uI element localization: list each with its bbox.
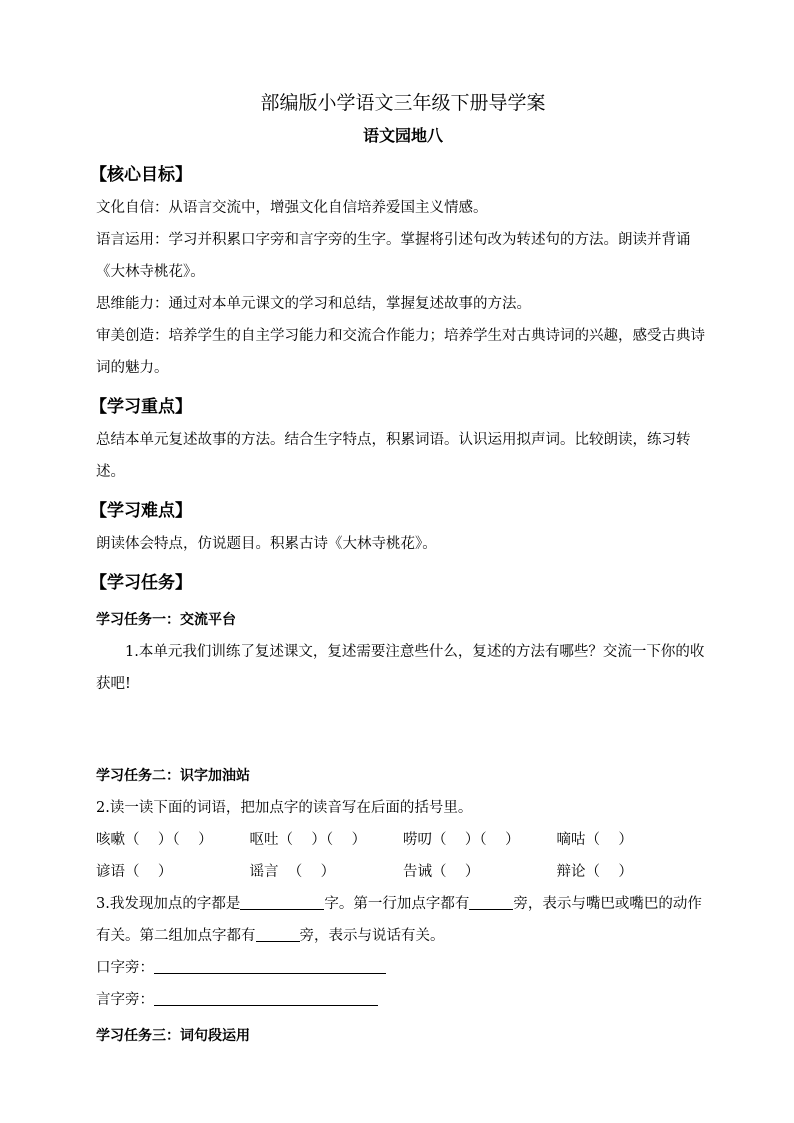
task2-question3 — [96, 888, 710, 952]
section-heading-difficulty: 【学习难点】 — [90, 501, 192, 521]
task2-question2: 2.读一读下面的词语，把加点字的读音写在后面的括号里。 — [96, 800, 473, 816]
word-item: 辩论（ ） — [556, 864, 633, 880]
q3-part-a: 3.我发现加点的字都是 — [96, 896, 241, 912]
blank-yan-words[interactable] — [154, 987, 378, 1006]
yan-label: 言字旁： — [96, 992, 154, 1008]
document-title: 部编版小学语文三年级下册导学案 — [260, 92, 546, 114]
blank-kou[interactable] — [469, 891, 513, 910]
answer-space — [96, 700, 710, 756]
blank-yan[interactable] — [256, 923, 300, 942]
kou-label: 口字旁： — [96, 960, 154, 976]
task1-title: 学习任务一：交流平台 — [96, 612, 236, 628]
blank-kou-words[interactable] — [154, 955, 386, 974]
document-subtitle: 语文园地八 — [362, 126, 443, 145]
q3-part-c: 旁，表示与嘴巴或嘴巴的动作有关。第二组加点字都有 — [96, 896, 702, 944]
word-row-yan — [96, 856, 710, 888]
word-item: 告诫（ ） — [403, 864, 480, 880]
kou-radical-line — [96, 952, 710, 984]
focus-text: 总结本单元复述故事的方法。结合生字特点，积累词语。认识运用拟声词。比较朗读，练习转述。 — [96, 432, 691, 480]
task1-question: 1.本单元我们训练了复述课文，复述需要注意些什么，复述的方法有哪些？交流一下你的收获吧! — [96, 644, 705, 692]
task3-title: 学习任务三：词句段运用 — [96, 1028, 250, 1044]
word-item: 谣言 （ ） — [249, 864, 336, 880]
section-heading-focus: 【学习重点】 — [90, 397, 192, 417]
section-heading-goals: 【核心目标】 — [90, 165, 192, 185]
goal-culture: 文化自信：从语言交流中，增强文化自信培养爱国主义情感。 — [96, 200, 488, 216]
goal-aesthetic: 审美创造：培养学生的自主学习能力和交流合作能力；培养学生对古典诗词的兴趣，感受古典诗词的魅力。 — [96, 328, 705, 376]
task2-title: 学习任务二：识字加油站 — [96, 768, 250, 784]
section-heading-tasks: 【学习任务】 — [90, 573, 192, 593]
yan-radical-line — [96, 984, 710, 1016]
difficulty-text: 朗读体会特点，仿说题目。积累古诗《大林寺桃花》。 — [96, 536, 437, 552]
word-item: 咳嗽（ ）（ ） — [96, 832, 213, 848]
word-item: 谚语（ ） — [96, 864, 173, 880]
word-row-kou — [96, 824, 710, 856]
q3-part-d: 旁，表示与说话有关。 — [299, 928, 445, 944]
goal-thinking: 思维能力：通过对本单元课文的学习和总结，掌握复述故事的方法。 — [96, 296, 531, 312]
q3-part-b: 字。第一行加点字都有 — [324, 896, 470, 912]
blank-radical[interactable] — [240, 891, 324, 910]
word-item: 嘀咕（ ） — [556, 832, 633, 848]
document-page — [90, 80, 710, 1052]
word-item: 唠叨（ ）（ ） — [403, 832, 520, 848]
word-item: 呕吐（ ）（ ） — [249, 832, 367, 848]
goal-language: 语言运用：学习并积累口字旁和言字旁的生字。掌握将引述句改为转述句的方法。朗读并背诵《大林寺桃花》。 — [96, 232, 691, 280]
